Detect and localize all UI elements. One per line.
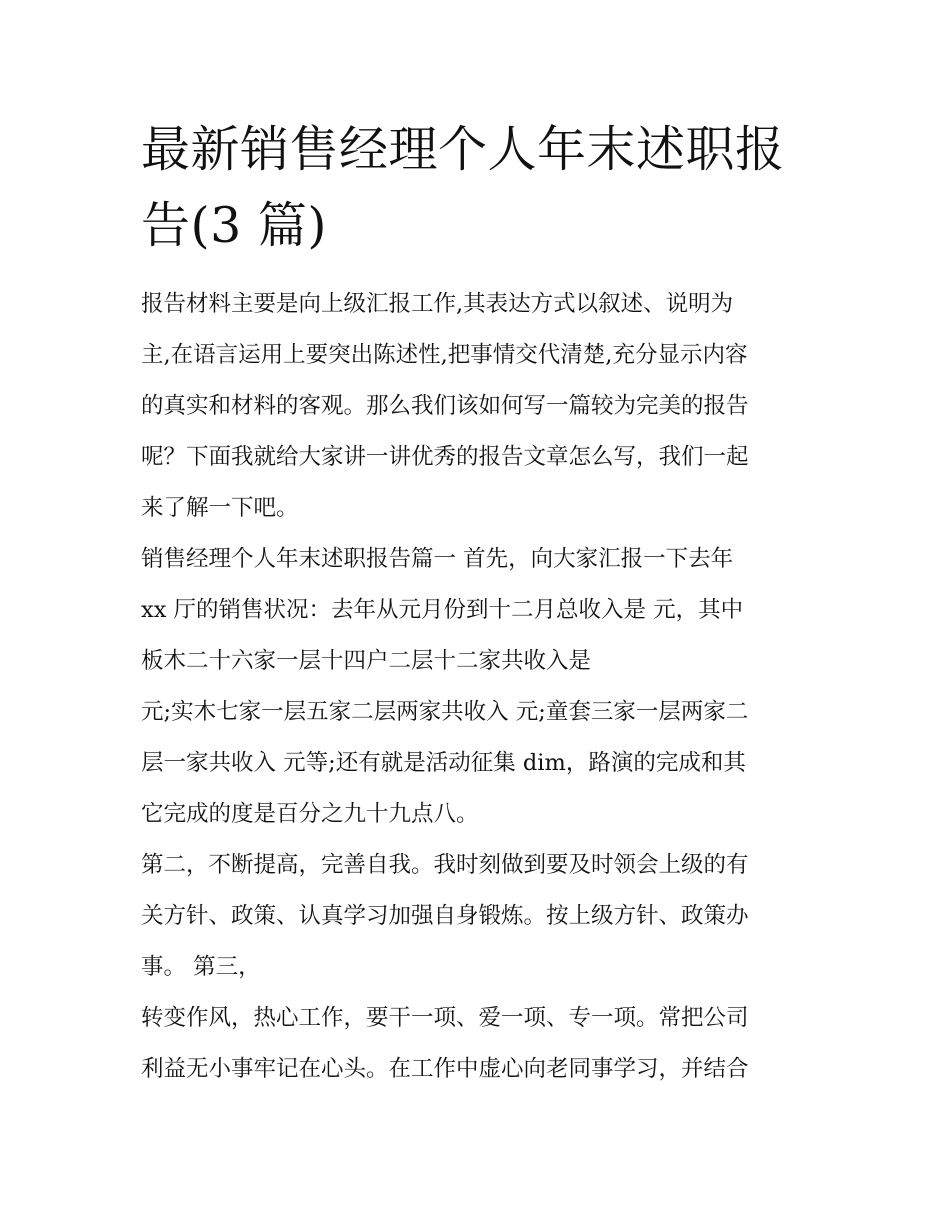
- body-line: 关方针、政策、认真学习加强自身锻炼。按上级方针、政策办: [141, 903, 749, 929]
- body-line: 事。 第三，: [141, 954, 261, 980]
- body-line: 呢？下面我就给大家讲一讲优秀的报告文章怎么写，我们一起: [141, 444, 749, 470]
- body-line: 板木二十六家一层十四户二层十二家共收入是: [141, 648, 592, 674]
- document-body: [141, 279, 821, 1095]
- body-line: 报告材料主要是向上级汇报工作,其表达方式以叙述、说明为: [141, 291, 734, 317]
- document-title: [141, 112, 821, 264]
- body-line: 的真实和材料的客观。那么我们该如何写一篇较为完美的报告: [141, 393, 749, 419]
- body-line: 利益无小事牢记在心头。在工作中虚心向老同事学习，并结合: [141, 1056, 749, 1082]
- body-line: 主,在语言运用上要突出陈述性,把事情交代清楚,充分显示内容: [141, 342, 748, 368]
- body-line: 它完成的度是百分之九十九点八。: [141, 801, 479, 827]
- body-line: 元;实木七家一层五家二层两家共收入 元;童套三家一层两家二: [141, 699, 749, 725]
- title-line-1: 最新销售经理个人年末述职报: [141, 121, 785, 178]
- body-line: 层一家共收入 元等;还有就是活动征集 dim，路演的完成和其: [141, 750, 746, 776]
- body-line: 转变作风，热心工作，要干一项、爱一项、专一项。常把公司: [141, 1005, 749, 1031]
- body-line: 来了解一下吧。: [141, 495, 299, 521]
- title-line-2: 告(3 篇): [141, 197, 327, 254]
- body-line: xx 厅的销售状况：去年从元月份到十二月总收入是 元，其中: [141, 597, 744, 623]
- body-line: 第二，不断提高，完善自我。我时刻做到要及时领会上级的有: [141, 852, 749, 878]
- body-line: 销售经理个人年末述职报告篇一 首先，向大家汇报一下去年: [141, 546, 734, 572]
